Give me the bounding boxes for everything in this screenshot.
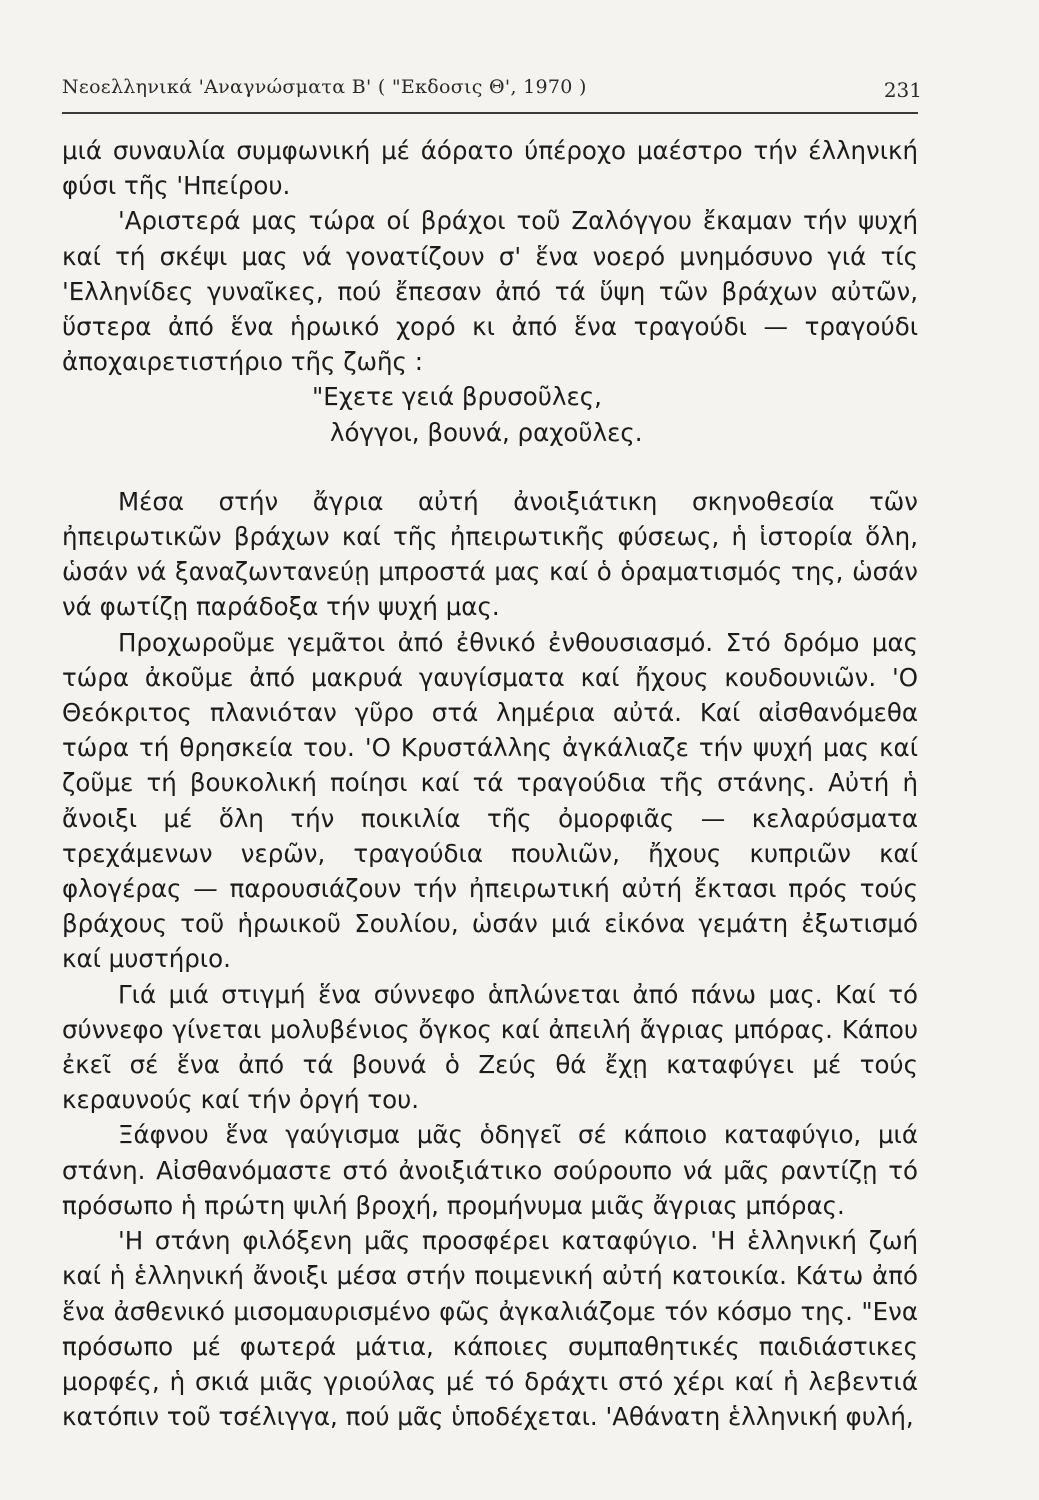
running-header: [62, 72, 922, 108]
body-text: [62, 133, 918, 1434]
paragraph-4: Προχωροῦμε γεμᾶτοι ἀπό ἐθνικό ἐνθουσιασμό. Στό δρόμο μας τώρα ἀκοῦμε ἀπό μακρυά γαυγίσματα καί ἤχους κουδουνιῶν. 'Ο Θεόκριτος πλανιόταν γῦρο στά λημέρια αὐτά. Καί αἰσθανόμεθα τώρα τή θρησκεία του. 'Ο Κρυστάλλης ἀγκάλιαζε τήν ψυχή μας καί ζοῦμε τή βουκολική ποίησι καί τά τραγούδια τῆς στάνης. Αὐτή ἡ ἄνοιξι μέ ὅλη τήν ποικιλία τῆς ὀμορφιᾶς — κελαρύσματα τρεχάμενων νερῶν, τραγούδια πουλιῶν, ἤχους κυπριῶν καί φλογέρας — παρουσιάζουν τήν ἠπειρωτική αὐτή ἔκτασι πρός τούς βράχους τοῦ ἡρωικοῦ Σουλίου, ὡσάν μιά εἰκόνα γεμάτη ἐξωτισμό καί μυστήριο.: [62, 627, 918, 974]
paragraph-7: 'Η στάνη φιλόξενη μᾶς προσφέρει καταφύγιο. 'Η ἑλληνική ζωή καί ἡ ἑλληνική ἄνοιξι μέσα στήν ποιμενική αὐτή κατοικία. Κάτω ἀπό ἕνα ἀσθενικό μισομαυρισμένο φῶς ἀγκαλιάζομε τόν κόσμο της. "Ενα πρόσωπο μέ φωτερά μάτια, κάποιες συμπαθητικές παιδιάστικες μορφές, ἡ σκιά μιᾶς γριούλας μέ τό δράχτι στό χέρι καί ἡ λεβεντιά κατόπιν τοῦ τσέλιγγα, πού μᾶς ὑποδέχεται. 'Αθάνατη ἑλληνική φυλή,: [62, 1226, 918, 1432]
page-number: 231: [883, 78, 922, 102]
running-title: Νεοελληνικά 'Αναγνώσματα Β' ( "Εκδοσις Θ', 1970 ): [62, 76, 587, 98]
paragraph-1: μιά συναυλία συμφωνική μέ άόρατο ύπέροχο μαέστρο τήν έλληνική φύσι τῆς 'Ηπείρου.: [62, 136, 918, 201]
verse: [62, 379, 918, 449]
paragraph-6: Ξάφνου ἕνα γαύγισμα μᾶς ὁδηγεῖ σέ κάποιο καταφύγιο, μιά στάνη. Αἰσθανόμαστε στό ἀνοιξιάτικο σούρουπο νά μᾶς ραντίζῃ τό πρόσωπο ἡ πρώτη ψιλή βροχή, προμήνυμα μιᾶς ἄγριας μπόρας.: [62, 1120, 918, 1220]
paragraph-5: Γιά μιά στιγμή ἕνα σύννεφο ἁπλώνεται ἀπό πάνω μας. Καί τό σύννεφο γίνεται μολυβένιος ὄγκος καί ἀπειλή ἄγριας μπόρας. Κάπου ἐκεῖ σέ ἕνα ἀπό τά βουνά ὁ Ζεύς θά ἔχῃ καταφύγει μέ τούς κεραυνούς καί τήν ὀργή του.: [62, 979, 918, 1115]
header-rule: [62, 112, 918, 114]
paragraph-2: 'Αριστερά μας τώρα οί βράχοι τοῦ Ζαλόγγου ἔκαμαν τήν ψυχή καί τή σκέψι μας νά γονατίζουν σ' ἕνα νοερό μνημόσυνο γιά τίς 'Ελληνίδες γυναῖκες, πού ἔπεσαν ἀπό τά ὕψη τῶν βράχων αὐτῶν, ὕστερα ἀπό ἕνα ἡρωικό χορό κι ἀπό ἕνα τραγούδι — τραγούδι ἀποχαιρετιστήριο τῆς ζωῆς :: [62, 206, 918, 377]
paragraph-3: Μέσα στήν ἄγρια αὐτή ἀνοιξιάτικη σκηνοθεσία τῶν ἠπειρωτικῶν βράχων καί τῆς ἠπειρωτικῆς φύσεως, ἡ ἱστορία ὅλη, ὡσάν νά ξαναζωντανεύῃ μπροστά μας καί ὁ ὁραματισμός της, ὡσάν νά φωτίζῃ παράδοξα τήν ψυχή μας.: [62, 486, 918, 622]
verse-line-1: "Εχετε γειά βρυσοῦλες,: [312, 382, 602, 412]
verse-line-2: λόγγοι, βουνά, ραχοῦλες.: [330, 417, 643, 447]
